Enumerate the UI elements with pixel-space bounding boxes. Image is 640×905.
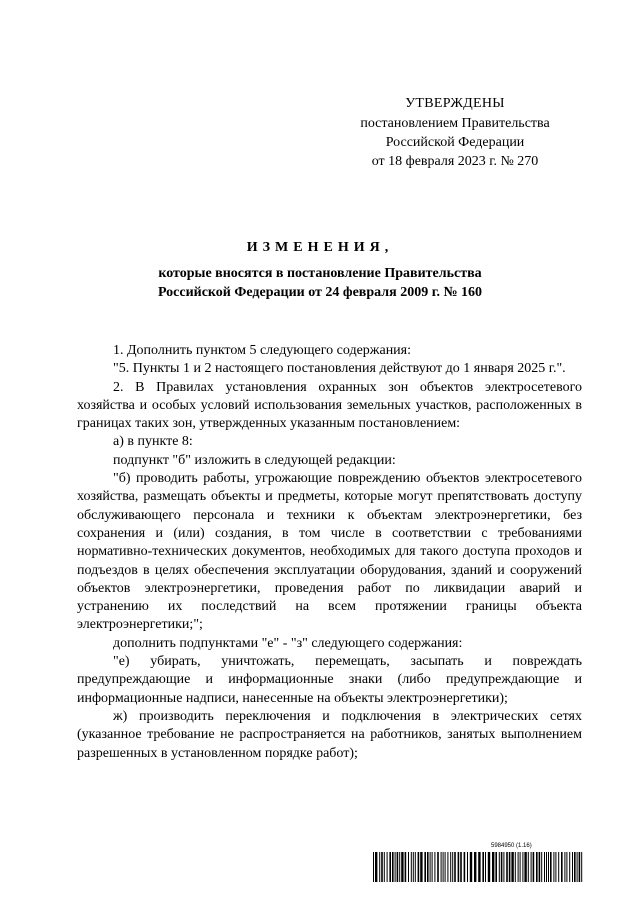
approval-stamp: УТВЕРЖДЕНЫ xyxy=(405,96,505,111)
approval-line-3: от 18 февраля 2023 г. № 270 xyxy=(371,154,539,169)
document-subtitle xyxy=(110,264,530,302)
document-body xyxy=(77,342,582,763)
paragraph-8: "е) убирать, уничтожать, перемещать, засыпать и повреждать предупреждающие и информационные знаки (либо предупреждающие и информационные надписи, нанесенные на объекты электроэнергетики); xyxy=(77,654,582,706)
approval-line-1: постановлением Правительства xyxy=(360,116,550,131)
barcode-graphic xyxy=(373,852,585,882)
paragraph-5: подпункт "б" изложить в следующей редакции: xyxy=(113,452,396,468)
barcode-label: 5984950 (1.16) xyxy=(491,843,532,849)
paragraph-2: "5. Пункты 1 и 2 настоящего постановления действуют до 1 января 2025 г.". xyxy=(113,361,566,377)
paragraph-1: 1. Дополнить пунктом 5 следующего содержания: xyxy=(113,343,412,358)
document-barcode xyxy=(373,843,585,883)
subtitle-line-1: которые вносятся в постановление Правительства xyxy=(158,266,482,281)
paragraph-7: дополнить подпунктами "е" - "з" следующего содержания: xyxy=(113,635,463,651)
paragraph-6: "б) проводить работы, угрожающие повреждению объектов электросетевого хозяйства, размещать объекты и предметы, которые могут препятствовать доступу обслуживающего персонала и техники к объектам электроэнергетики, без сохранения и (или) создания, в том числе в соответствии с требованиями нормативно-технических документов, необходимых для такого доступа проходов и подъездов в целях обеспечения эксплуатации оборудования, зданий и сооружений объектов электроэнергетики, проведения работ по ликвидации аварий и устранению их последствий на всем протяжении границы объекта электроэнергетики;"; xyxy=(77,471,582,633)
subtitle-line-2: Российской Федерации от 24 февраля 2009 г. № 160 xyxy=(157,285,483,300)
paragraph-4: а) в пункте 8: xyxy=(113,434,193,450)
document-title: ИЗМЕНЕНИЯ, xyxy=(246,240,394,255)
paragraph-9: ж) производить переключения и подключения в электрических сетях (указанное требование не распространяется на работников, занятых выполнением разрешенных в установленном порядке работ); xyxy=(77,708,582,761)
approval-block xyxy=(330,94,580,171)
paragraph-3: 2. В Правилах установления охранных зон объектов электросетевого хозяйства и особых условий использования земельных участков, расположенных в границах таких зон, утвержденных указанным постановлением: xyxy=(77,379,582,432)
approval-line-2: Российской Федерации xyxy=(385,135,525,150)
